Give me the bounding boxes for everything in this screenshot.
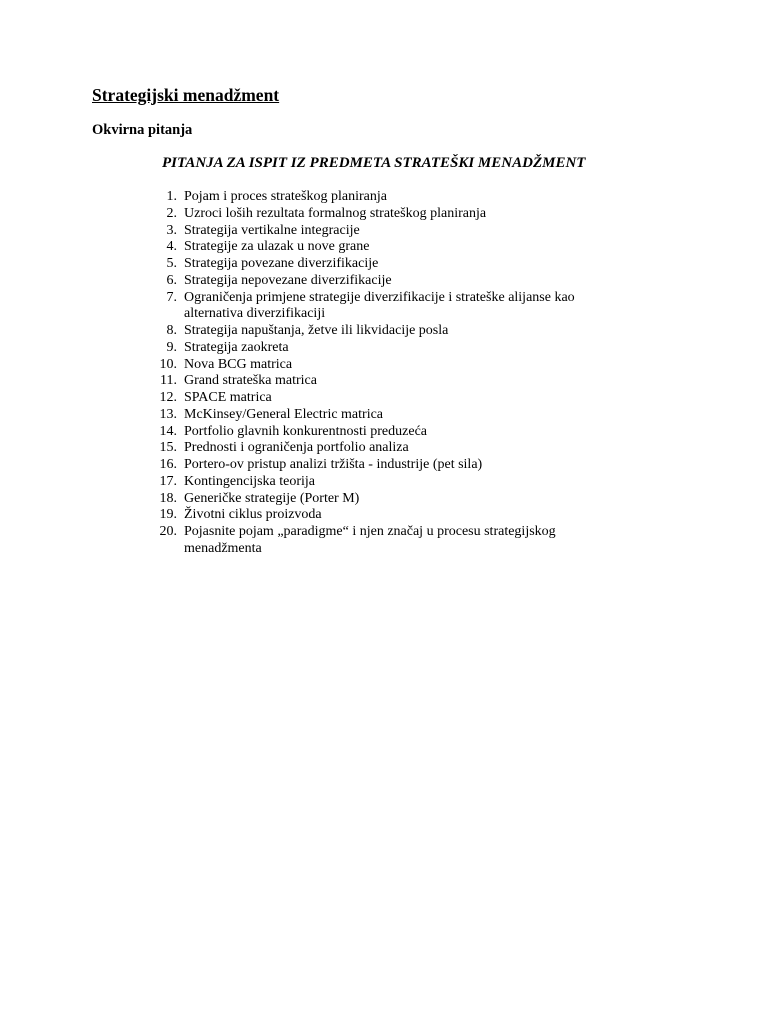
question-number: 7.: [166, 289, 177, 305]
question-text: SPACE matrica: [184, 390, 272, 405]
question-item: [0, 424, 624, 441]
question-text: Nova BCG matrica: [184, 356, 293, 372]
question-item: [0, 390, 624, 407]
question-number: 11.: [160, 373, 177, 389]
question-item: [0, 239, 624, 256]
question-item: [0, 223, 624, 240]
question-text: McKinsey/General Electric matrica: [184, 406, 384, 422]
question-text: Strategija vertikalne integracije: [184, 222, 360, 238]
question-text: Portero-ov pristup analizi tržišta - industrije (pet sila): [184, 457, 483, 472]
question-text: Generičke strategije (Porter M): [184, 490, 360, 506]
question-number: 1.: [166, 189, 177, 204]
question-text: Kontingencijska teorija: [184, 473, 316, 489]
question-item: [0, 357, 624, 374]
question-text: Strategija napuštanja, žetve ili likvidacije posla: [184, 323, 449, 338]
question-number: 9.: [166, 339, 177, 355]
question-number: 6.: [166, 272, 177, 288]
question-item: [0, 507, 624, 524]
question-number: 12.: [159, 390, 177, 405]
question-text: Strategije za ulazak u nove grane: [184, 239, 370, 255]
question-number: 16.: [159, 457, 177, 472]
question-number: 13.: [159, 406, 177, 422]
question-item: [0, 189, 624, 206]
question-item: [0, 524, 624, 558]
question-text: Pojasnite pojam „paradigme“ i njen značaj u procesu strategijskog menadžmenta: [184, 524, 556, 556]
question-text: Grand strateška matrica: [184, 373, 317, 389]
question-item: [0, 206, 624, 223]
question-item: [0, 457, 624, 474]
question-number: 5.: [166, 256, 177, 271]
question-number: 4.: [166, 239, 177, 255]
exam-heading: PITANJA ZA ISPIT IZ PREDMETA STRATEŠKI MENADŽMENT: [162, 155, 586, 171]
question-item: [0, 290, 624, 324]
question-text: Životni ciklus proizvoda: [184, 507, 322, 523]
question-text: Pojam i proces strateškog planiranja: [184, 189, 387, 204]
question-item: [0, 340, 624, 357]
question-text: Portfolio glavnih konkurentnosti preduzeća: [184, 423, 427, 439]
question-text: Prednosti i ograničenja portfolio analiza: [184, 440, 409, 456]
question-number: 2.: [166, 205, 177, 221]
question-text: Uzroci loših rezultata formalnog strateškog planiranja: [184, 205, 487, 221]
question-item: [0, 373, 624, 390]
question-text: Ograničenja primjene strategije diverzifikacije i strateške alijanse kao alternativa diverzifikaciji: [184, 289, 575, 322]
question-item: [0, 491, 624, 508]
question-number: 19.: [159, 507, 177, 523]
question-number: 20.: [159, 524, 177, 539]
question-item: [0, 474, 624, 491]
document-subtitle: Okvirna pitanja: [92, 122, 193, 138]
question-item: [0, 273, 624, 290]
question-text: Strategija povezane diverzifikacije: [184, 256, 379, 271]
question-list: [0, 189, 768, 558]
question-number: 15.: [159, 440, 177, 456]
question-number: 3.: [166, 222, 177, 238]
question-number: 14.: [159, 423, 177, 439]
question-item: [0, 323, 624, 340]
question-number: 17.: [159, 473, 177, 489]
question-item: [0, 407, 624, 424]
question-number: 10.: [159, 356, 177, 372]
question-item: [0, 256, 624, 273]
document-title: Strategijski menadžment: [92, 85, 280, 105]
question-item: [0, 440, 624, 457]
question-text: Strategija nepovezane diverzifikacije: [184, 272, 392, 288]
question-number: 18.: [159, 490, 177, 506]
question-number: 8.: [166, 323, 177, 338]
question-text: Strategija zaokreta: [184, 339, 289, 355]
